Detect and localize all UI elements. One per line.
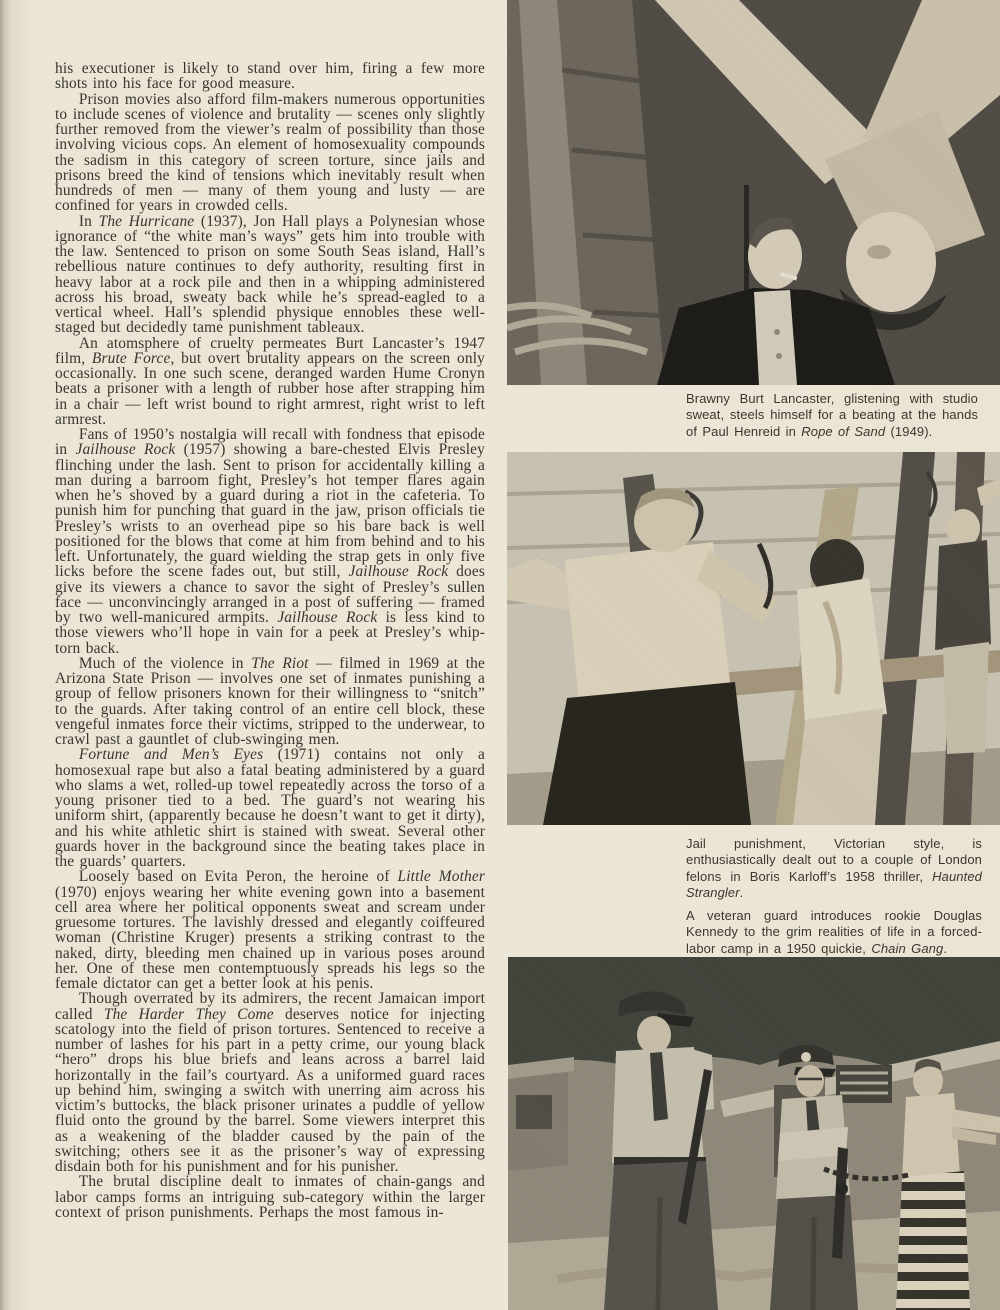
text-segment: (1970) enjoys wearing her white evening gown into a basement cell area where her political opponents sweat and scream under gruesome tortures. The lavishly dressed and elegantly coiffeured woman (Christine Kruger) presents a striking contrast to the naked, dirty, bleeding men chained up in various poses around her. One of these men contemptuously spreads his legs so the female dictator can get a better look at his penis. — [55, 883, 485, 992]
paragraph — [55, 92, 485, 214]
paragraph — [55, 747, 485, 869]
photo-haunted-strangler — [507, 452, 1000, 825]
figure-chain-gang — [508, 957, 1000, 1310]
text-segment: is less kind to those viewers who’ll hope in vain for a peek at Presley’s whip-torn back. — [55, 609, 485, 657]
film-title: Jailhouse Rock — [277, 609, 378, 626]
shed — [508, 1057, 574, 1171]
text-segment: (1949). — [885, 423, 933, 439]
text-segment: — filmed in 1969 at the Arizona State Prison — involves one set of inmates punishing a group of fellow prisoners known for their willingness to “snitch” to the guards. After taking control of an entire cell block, these vengeful inmates force their victims, stripped to the underwear, to crawl past a gauntlet of club-swinging men. — [55, 654, 485, 748]
paragraph — [55, 656, 485, 748]
paragraph — [55, 61, 485, 92]
text-segment: . — [943, 940, 948, 956]
film-title: The Riot — [251, 654, 309, 672]
film-title: The Hurricane — [98, 212, 195, 230]
text-segment: (1957) showing a bare-chested Elvis Presley flinching under the lash. Sent to prison for accidentally killing a man during a barroom fight, Presley’s hot temper flares again when he’s shoved by a guard during a riot in the cafeteria. To punish him for punching that guard in the jaw, prison officials tie Presley’s wrists to an overhead pipe so his bare back is well positioned for the blows that come at him from behind and to his left. Unfortunately, the guard wielding the strap gets in only five licks before the scene fades out, but still, — [55, 441, 486, 581]
caption-chain-gang — [686, 908, 982, 957]
text-segment: Much of the violence in — [78, 654, 252, 672]
figure-haunted-strangler — [507, 452, 1000, 825]
text-segment: Prison movies also afford film-makers numerous opportunities to include scenes of violence and brutality — scenes only slightly further removed from the viewer’s realm of possibility than those involving vicious cops. An element of homosexuality compounds the sadism in this category of screen torture, since jails and prisons breed the kind of tensions which inevitably result when hundreds of men — many of them young and lusty — are confined for years in crowded cells. — [55, 90, 485, 215]
film-title: Jailhouse Rock — [75, 441, 176, 459]
text-segment: his executioner is likely to stand over him, firing a few more shots into his face for good measure. — [55, 60, 485, 93]
film-title: Jailhouse Rock — [348, 563, 449, 581]
photo-chain-gang — [508, 957, 1000, 1310]
film-title: Little Mother — [397, 868, 486, 886]
text-segment: Fans of 1950’s nostalgia will recall with fondness that episode in — [55, 426, 485, 459]
film-title: Chain Gang — [871, 940, 944, 956]
paragraph — [55, 214, 485, 336]
paragraph — [55, 1174, 485, 1220]
text-segment: , but overt brutality appears on the screen only occasionally. In one such scene, deranged warden Hume Cronyn beats a prisoner with a length of rubber hose after strapping him in a chair — left wrist bound to right armrest, right wrist to left armrest. — [55, 349, 485, 428]
film-title: Rope of Sand — [801, 423, 886, 439]
paragraph — [55, 991, 485, 1174]
article-column — [55, 61, 485, 1220]
text-segment: does give its viewers a chance to savor the sight of Presley’s sullen face — unconvincingly arranged in a post of suffering — framed by two well-manicured armpits. — [55, 563, 485, 626]
text-segment: The brutal discipline dealt to inmates of chain-gangs and labor camps forms an intriguing sub-category within the larger context of prison punishments. Perhaps the most famous in- — [55, 1173, 485, 1221]
film-title: The Harder They Come — [103, 1005, 274, 1023]
text-segment: Loosely based on Evita Peron, the heroine of — [78, 868, 398, 886]
text-segment: (1971) contains not only a homosexual rape but also a fatal beating administered by a guard who slams a wet, rolled-up towel repeatedly across the torso of a young prisoner tied to a bed. The guard’s not wearing his uniform shirt, (apparently because he doesn’t want to get it dirty), and his white athletic shirt is stained with sweat. Several other guards hover in the background since the beating takes place in the guards’ quarters. — [55, 746, 485, 870]
film-title: Fortune and Men’s Eyes — [78, 746, 264, 764]
caption-haunted-strangler — [686, 836, 982, 902]
text-segment: Brawny Burt Lancaster, glistening with studio sweat, steels himself for a beating at the hands of Paul Henreid in — [686, 391, 978, 439]
paragraph — [55, 869, 485, 991]
text-segment: Jail punishment, Victorian style, is enthusiastically dealt out to a couple of London felons in Boris Karloff’s 1958 thriller, — [686, 836, 982, 884]
text-segment: In — [78, 212, 99, 230]
text-segment: . — [739, 885, 744, 901]
paragraph — [55, 336, 485, 428]
text-segment: An atomsphere of cruelty permeates Burt Lancaster’s 1947 film, — [55, 334, 485, 367]
film-title: Haunted Strangler — [686, 868, 982, 901]
text-segment: Though overrated by its admirers, the recent Jamaican import called — [55, 990, 485, 1023]
photo-rope-of-sand — [507, 0, 1000, 385]
text-segment: (1937), Jon Hall plays a Polynesian whose ignorance of “the white man’s ways” gets him into trouble with the law. Sentenced to prison on some South Seas island, Hall’s rebellious nature continues to defy authority, resulting first in heavy labor at a rock pile and then in a whipping administered across his broad, sweaty back while he’s spread-eagled to a vertical wheel. Hall’s splendid physique ennobles these well-staged but decidedly tame punishment tableaux. — [55, 212, 485, 337]
text-segment: A veteran guard introduces rookie Douglas Kennedy to the grim realities of life in a forced-labor camp in a 1950 quickie, — [686, 908, 982, 956]
figure-rope-of-sand — [507, 0, 1000, 385]
paragraph — [55, 427, 485, 656]
text-segment: deserves notice for injecting scatology into the field of prison tortures. Sentenced to receive a number of lashes for his part in a petty crime, our young black “hero” drops his blue briefs and leans across a barrel laid horizontally in the fail’s courtyard. As a uniformed guard races up behind him, swinging a switch with unerring aim across his victim’s buttocks, the black prisoner urinates a puddle of yellow fluid onto the ground by the barrel. Some viewers interpret this as a weakening of the bladder caused by the pain of the switching; others see it as the prisoner’s way of expressing disdain both for his punishment and for his punisher. — [55, 1005, 485, 1175]
caption-rope-of-sand — [686, 391, 978, 440]
film-title: Brute Force — [91, 349, 171, 367]
